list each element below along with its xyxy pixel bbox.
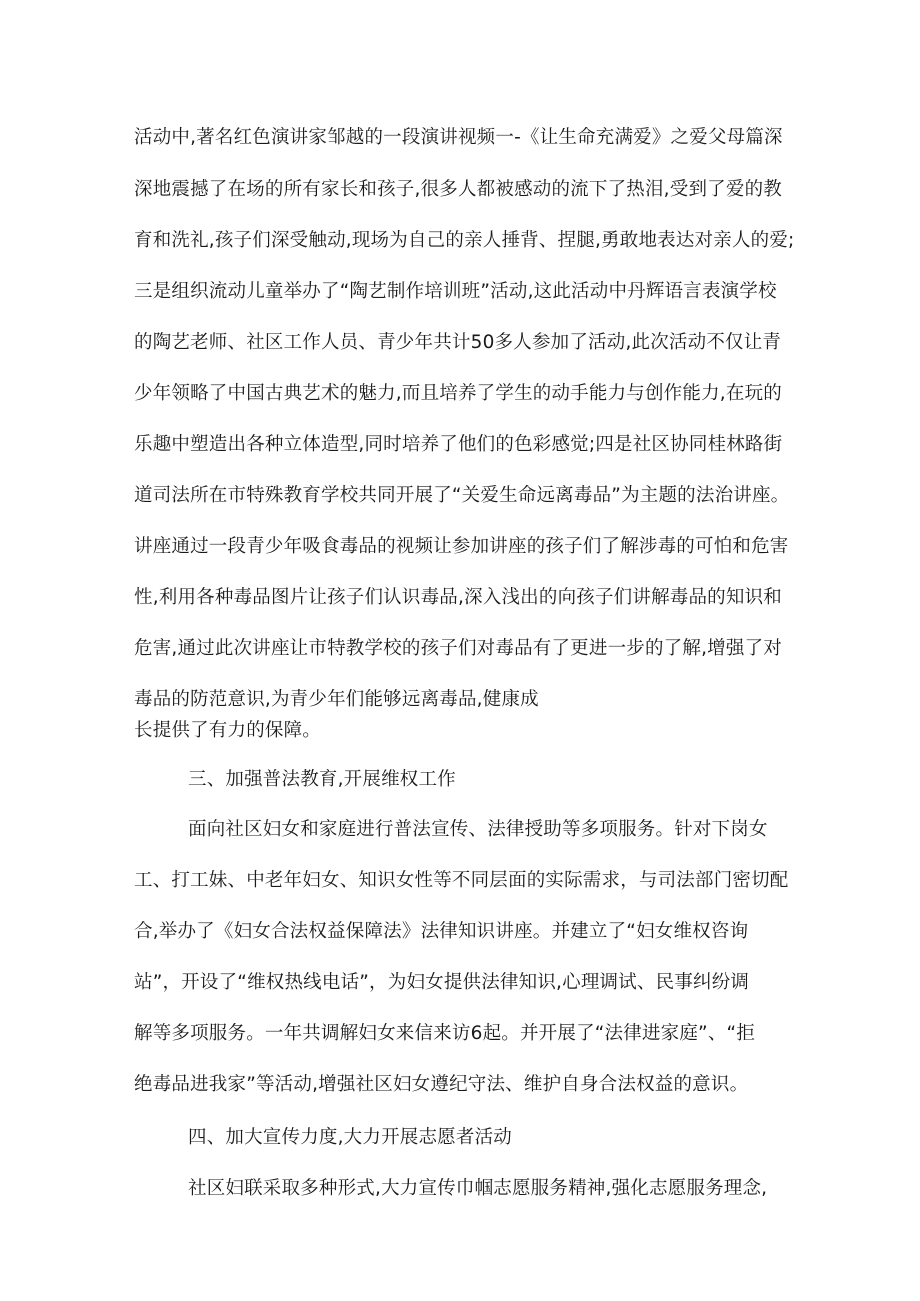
paragraph-line: 毒品的防范意识,为青少年们能够远离毒品,健康成: [134, 689, 539, 710]
paragraph-line: 合,举办了《妇女合法权益保障法》法律知识讲座。并建立了“妇女维权咨询: [134, 921, 749, 942]
paragraph-line: 社区妇联采取多种形式,大力宣传巾帼志愿服务精神,强化志愿服务理念,: [188, 1178, 768, 1199]
paragraph-line: 危害,通过此次讲座让市特教学校的孩子们对毒品有了更进一步的了解,增强了对: [134, 638, 782, 659]
paragraph-line: 道司法所在市特殊教育学校共同开展了“关爱生命远离毒品”为主题的法治讲座。: [134, 485, 790, 506]
section-heading-3: 三、加强普法教育,开展维权工作: [188, 769, 456, 790]
paragraph-line: 深地震撼了在场的所有家长和孩子,很多人都被感动的流下了热泪,受到了爱的教: [134, 179, 782, 200]
paragraph-line: 的陶艺老师、社区工作人员、青少年共计50多人参加了活动,此次活动不仅让青: [134, 332, 782, 353]
paragraph-line: 讲座通过一段青少年吸食毒品的视频让参加讲座的孩子们了解涉毒的可怕和危害: [134, 536, 789, 557]
paragraph-line: 面向社区妇女和家庭进行普法宣传、法律授助等多项服务。针对下岗女: [188, 819, 768, 840]
paragraph-line: 活动中,著名红色演讲家邹越的一段演讲视频一-《让生命充满爱》之爱父母篇深: [134, 127, 783, 148]
section-heading-4: 四、加大宣传力度,大力开展志愿者活动: [188, 1127, 512, 1148]
paragraph-line: 乐趣中塑造出各种立体造型,同时培养了他们的色彩感觉;四是社区协同桂林路街: [134, 434, 783, 455]
paragraph-line: 少年领略了中国古典艺术的魅力,而且培养了学生的动手能力与创作能力,在玩的: [134, 383, 782, 404]
paragraph-line: 性,利用各种毒品图片让孩子们认识毒品,深入浅出的向孩子们讲解毒品的知识和: [134, 587, 782, 608]
paragraph-line: 解等多项服务。一年共调解妇女来信来访6起。并开展了“法律进家庭”、“拒: [134, 1023, 756, 1044]
paragraph-line: 长提供了有力的保障。: [134, 720, 322, 741]
paragraph-line: 育和洗礼,孩子们深受触动,现场为自己的亲人捶背、捏腿,勇敢地表达对亲人的爱;: [134, 230, 794, 251]
paragraph-line: 绝毒品进我家”等活动,增强社区妇女遵纪守法、维护自身合法权益的意识。: [134, 1074, 749, 1095]
paragraph-line: 站”，开设了“维权热线电话”，为妇女提供法律知识,心理调试、民事纠纷调: [134, 972, 750, 993]
paragraph-line: 工、打工妹、中老年妇女、知识女性等不同层面的实际需求，与司法部门密切配: [134, 870, 789, 891]
paragraph-line: 三是组织流动儿童举办了“陶艺制作培训班”活动,这此活动中丹辉语言表演学校: [134, 281, 777, 302]
